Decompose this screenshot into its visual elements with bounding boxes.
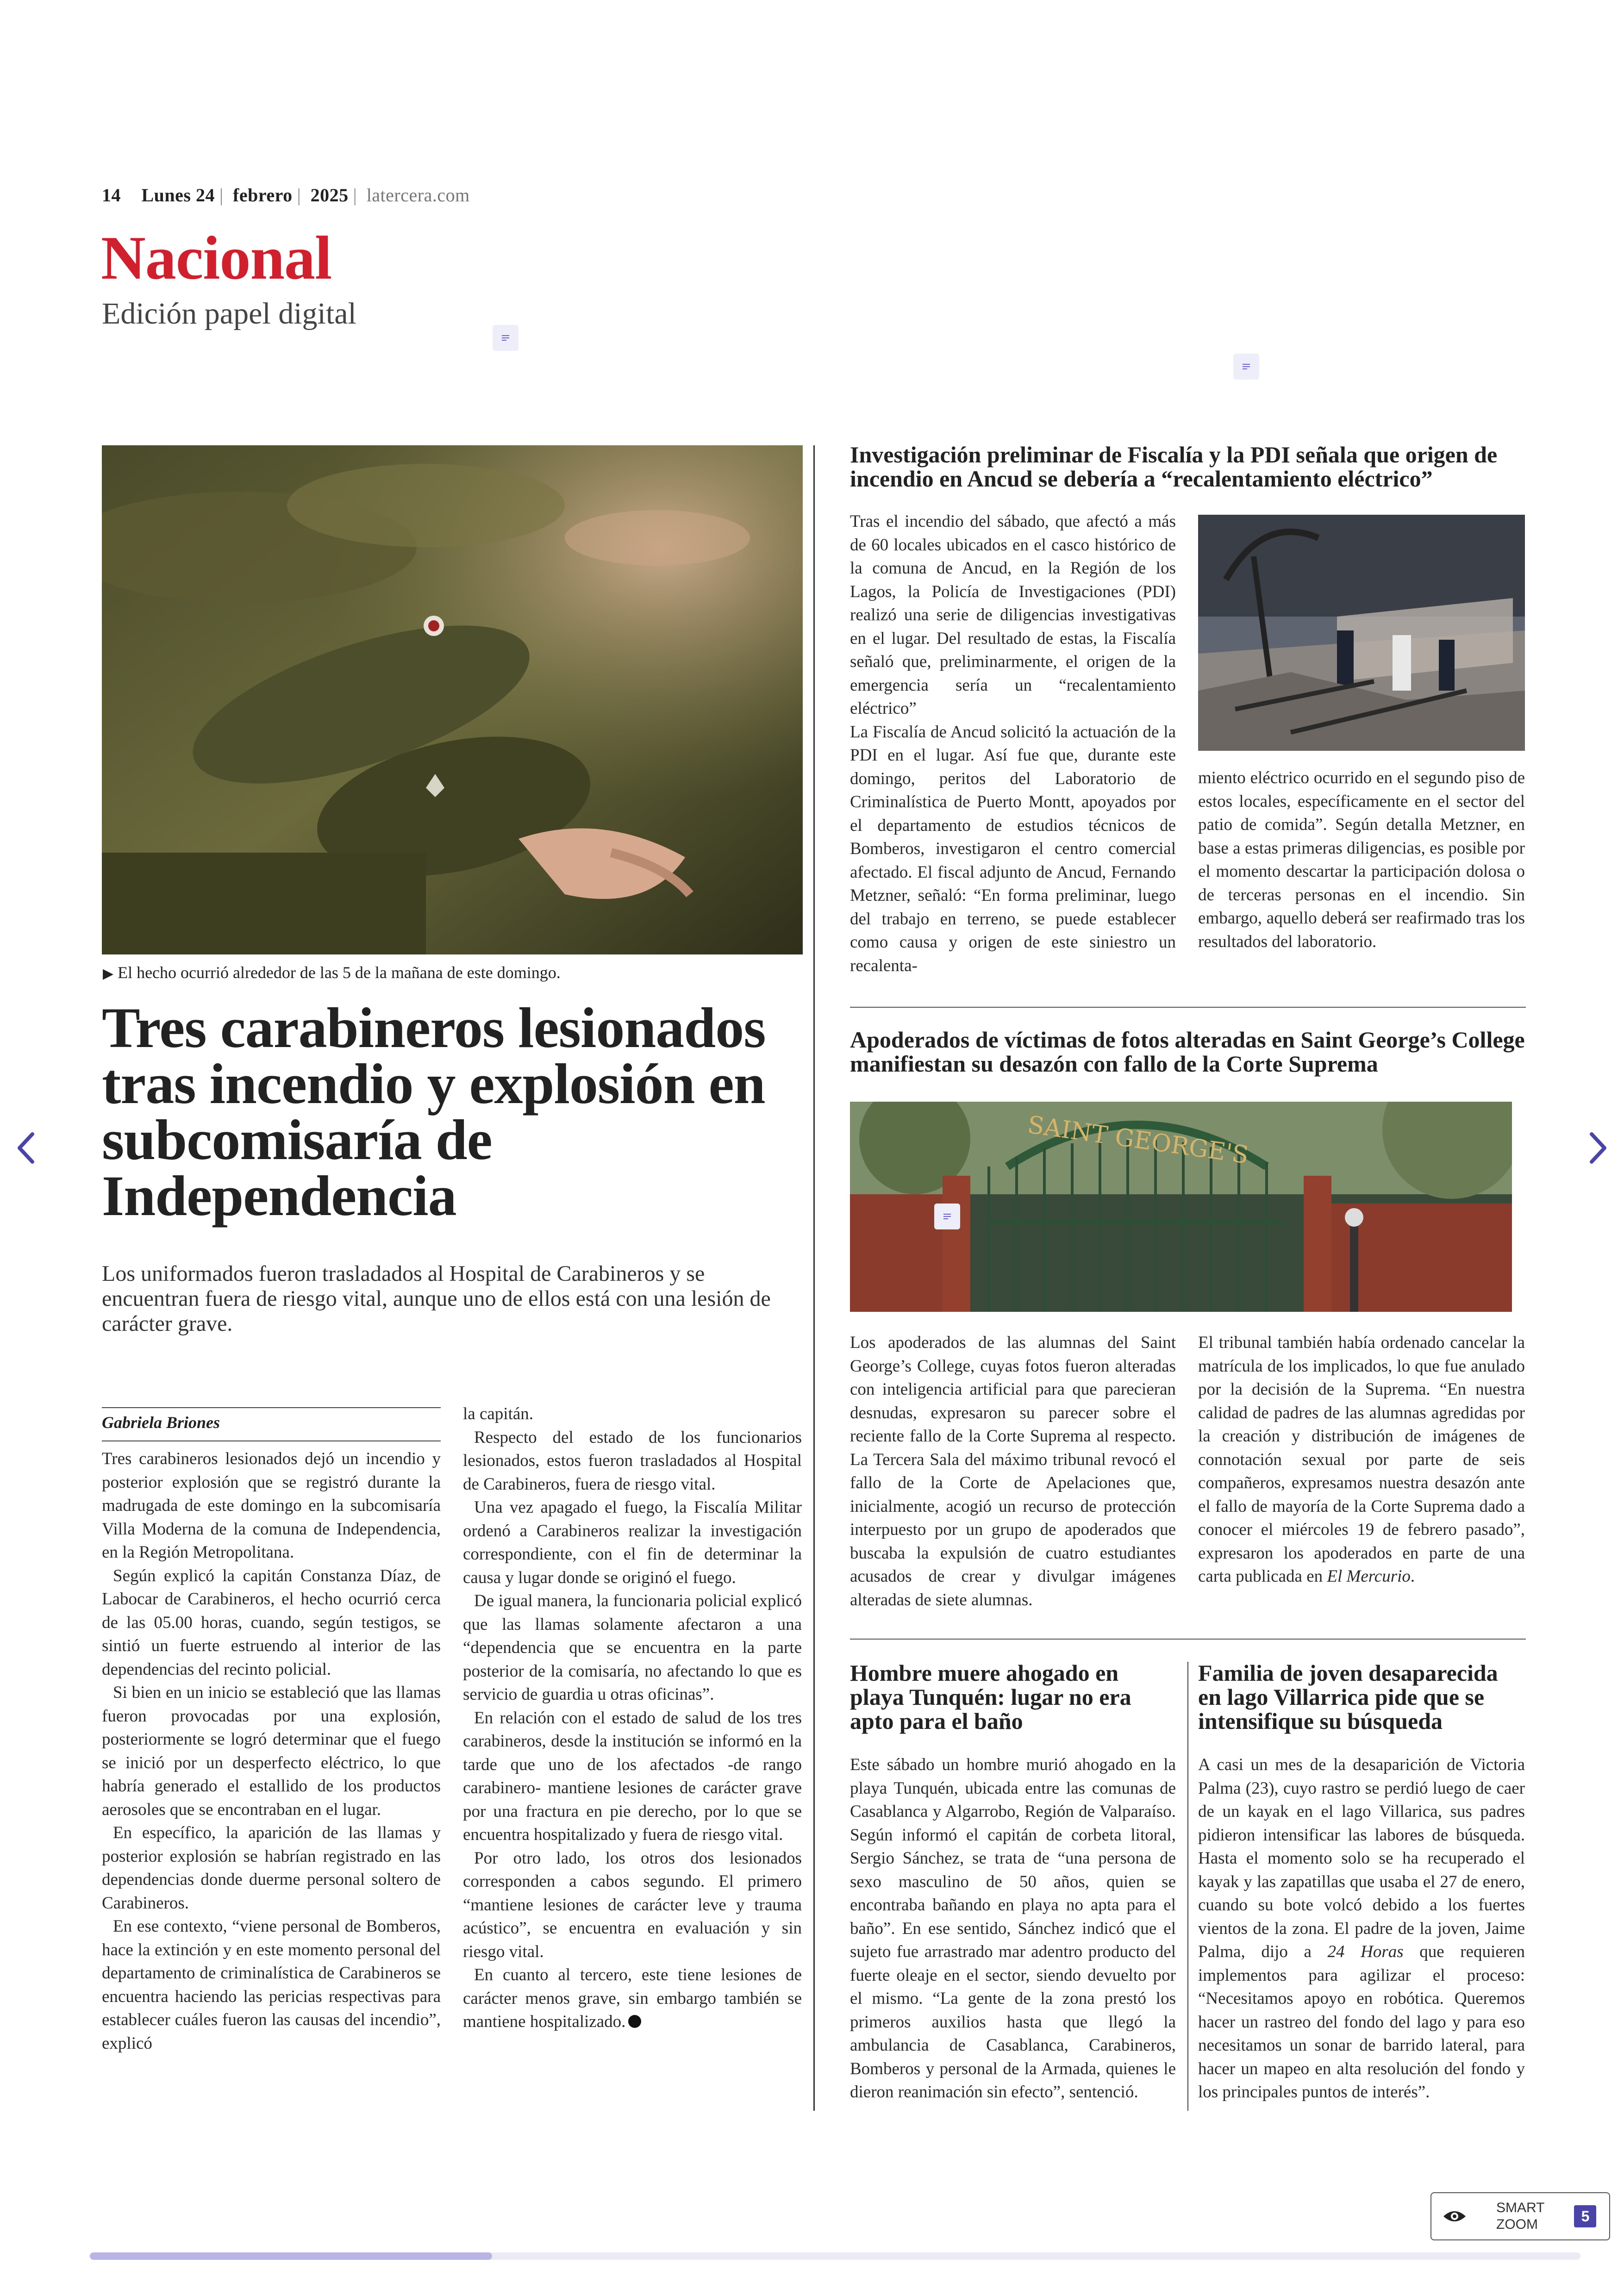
- main-headline: Tres carabineros lesionados tras incendio y explosión en subcomisaría de Independencia: [102, 996, 766, 1228]
- site-link[interactable]: latercera.com: [366, 185, 470, 206]
- ancud-col1: Tras el incendio del sábado, que afectó a más de 60 locales ubicados en el casco histórico de la comuna de Ancud, en la Región de los Lagos, la Policía de Investigaciones (PDI) realizó una serie de diligencias investigativas en el lugar. Del resultado de estas, la Fiscalía señaló que, preliminarmente, el origen de la emergencia sería un “recalentamiento eléctrico” La Fiscalía de Ancud solicitó la actuación de la PDI en el lugar. Así fue que, durante este domingo, peritos del Laboratorio de Criminalística de Puerto Montt, apoyados por el departamento de estudios técnicos de Bomberos, investigaron el centro comercial afectado. El fiscal adjunto de Ancud, Fernando Metzner, señaló: “En forma preliminar, luego del trabajo en terreno, se puede establecer como causa y origen de este siniestro un recalenta-: [850, 512, 1176, 975]
- tunquen-body: Este sábado un hombre murió ahogado en la playa Tunquén, ubicada entre las comunas de Casablanca y Algarrobo, Región de Valparaíso. Según informó el capitán de corbeta litoral, Sergio Sánchez, se trata de “una persona de sexo masculino de 50 años, quien se encontraba bañando en playa no apta para el baño”. En ese sentido, Sánchez indicó que el sujeto fue arrastrado mar adentro producto del fuerte oleaje en el sector, siendo devuelto por el mismo. “La gente de la zona prestó los primeros auxilios hasta que llegó la ambulancia de Casablanca, Carabineros, Bomberos y personal de la Armada, quienes le dieron reanimación sin efecto”, sentenció.: [850, 1755, 1176, 2102]
- saint-george-headline: Apoderados de víctimas de fotos alteradas en Saint George’s College manifiestan su desazón con fallo de la Corte Suprema: [850, 1027, 1525, 1077]
- reading-progress-fill: [90, 2252, 492, 2260]
- main-article-col2: la capitán. Respecto del estado de los funcionarios lesionados, estos fueron trasladados al Hospital de Carabineros, fuera de riesgo vital. Una vez apagado el fuego, la Fiscalía Militar ordenó a Carabineros realizar la investigación correspondiente, con el fin de determinar la causa y lugar donde se originó el fuego. De igual manera, la funcionaria policial explicó que las llamas solamente afectaron a una “dependencia que se encuentra en la parte posterior de la comisaría, no afectando lo que es servicio de guardia u otras oficinas”. En relación con el estado de salud de los tres carabineros, desde la institución se informó en la tarde que uno de los afectados -de rango carabinero- mantiene lesiones de carácter grave por una fractura en pie derecho, por lo que se encuentra hospitalizado y fuera de riesgo vital. Por otro lado, los otros dos lesionados corresponden a cabos segundo. El primero “mantiene lesiones de carácter leve y trauma acústico”, se encuentra en evaluación y sin riesgo vital. En cuanto al tercero, este tiene lesiones de carácter menos grave, sin embargo también se mantiene hospitalizado.: [463, 1404, 802, 2031]
- saint-george-col1: Los apoderados de las alumnas del Saint George’s College, cuyas fotos fueron alteradas con inteligencia artificial para que parecieran desnudas, expresaron su parecer sobre el reciente fallo de la Corte Suprema al respecto. La Tercera Sala del máximo tribunal revocó el fallo de la Corte de Apelaciones que, inicialmente, acogió un recurso de protección interpuesto por un grupo de apoderados que buscaba la expulsión de cuatro estudiantes acusados de crear y divulgar imágenes alteradas de siete alumnas.: [850, 1333, 1176, 1609]
- small-column-divider: [1187, 1662, 1188, 2111]
- next-page-button[interactable]: [1574, 1125, 1620, 1171]
- end-mark: [628, 2015, 641, 2028]
- page-meta: 14 Lunes 24 | febrero | 2025 | latercera.com: [102, 185, 470, 206]
- section-subtitle: Edición papel digital: [102, 297, 356, 331]
- date-day: Lunes 24: [141, 185, 215, 206]
- saint-george-col2: El tribunal también había ordenado cancelar la matrícula de los implicados, lo que fue anulado por la decisión de la Suprema. “En nuestra calidad de padres de las alumnas agredidas por la creación y distribución de imágenes de connotación sexual por parte de seis compañeros, expresamos nuestra desazón ante el fallo de mayoría de la Corte Suprema dado a conocer el miércoles 19 de febrero pasado”, expresaron los apoderados en parte de una carta publicada en El Mercurio.: [1198, 1333, 1525, 1586]
- chevron-right-icon: [1583, 1129, 1611, 1166]
- page-number: 14: [102, 185, 121, 206]
- ancud-photo: [1198, 515, 1525, 751]
- byline: Gabriela Briones: [102, 1413, 220, 1432]
- chevron-left-icon: [13, 1129, 41, 1166]
- page-badge: 5: [1574, 2205, 1596, 2227]
- villarrica-headline: Familia de joven desaparecida en lago Villarrica pide que se intensifique su búsqueda: [1198, 1660, 1498, 1734]
- villarrica-body: A casi un mes de la desaparición de Victoria Palma (23), cuyo rastro se perdió luego de caer de un kayak en el lago Villarica, sus padres pidieron intensificar las labores de búsqueda. Hasta el momento solo se ha recuperado el kayak y las zapatillas que usaba el 27 de enero, cuando su bote volcó debido a los fuertes vientos de la zona. El padre de la joven, Jaime Palma, dijo a 24 Horas que requieren implementos para agilizar el proceso: “Necesitamos apoyo en robótica. Queremos hacer un rastreo del fondo del lago y para eso necesitamos un sonar de barrido lateral, para hacer un mapeo en alta resolución del fondo y los principales puntos de interés”.: [1198, 1755, 1525, 2102]
- main-deck: Los uniformados fueron trasladados al Hospital de Carabineros y se encuentran fuera de riesgo vital, aunque uno de ellos está con una lesión de carácter grave.: [102, 1261, 771, 1336]
- note-icon[interactable]: [1233, 354, 1259, 380]
- ancud-col2: miento eléctrico ocurrido en el segundo piso de estos locales, específicamente en el sector del patio de comida”. Según detalla Metzner, en base a estas primeras diligencias, es posible por el momento descartar la participación dolosa o de terceras personas en el incendio. Sin embargo, aquello deberá ser reafirmado tras los resultados del laboratorio.: [1198, 768, 1525, 951]
- main-article-col1: Tres carabineros lesionados dejó un incendio y posterior explosión que se registró durante la madrugada de este domingo en la subcomisaría Villa Moderna de la comuna de Independencia, en la Región Metropolitana. Según explicó la capitán Constanza Díaz, de Labocar de Carabineros, el hecho ocurrió cerca de las 05.00 horas, cuando, según testigos, se sintió un fuerte estruendo al interior de las dependencias del recinto policial. Si bien en un inicio se estableció que las llamas fueron provocadas por una explosión, posteriormente se logró determinar que el fuego se inició por un desperfecto eléctrico, lo que habría generado el estallido de los productos aerosoles que se encontraban en el lugar. En específico, la aparición de las llamas y posterior explosión se habrían registrado en las dependencias donde duerme personal soltero de Carabineros. En ese contexto, “viene personal de Bomberos, hace la extinción y en este momento personal del departamento de criminalística de Carabineros se encuentra haciendo las pericias respectivas para establecer cuáles fueron las causas del incendio”, explicó: [102, 1449, 441, 2053]
- section-title: Nacional: [101, 224, 332, 292]
- ancud-headline: Investigación preliminar de Fiscalía y la PDI señala que origen de incendio en Ancud se debería a “recalentamiento eléctrico”: [850, 442, 1498, 492]
- gate-sign-text: SAINT GEORGE'S: [1025, 1110, 1250, 1170]
- tunquen-headline: Hombre muere ahogado en playa Tunquén: lugar no era apto para el baño: [850, 1660, 1131, 1734]
- note-icon[interactable]: [934, 1204, 960, 1229]
- photo-caption: ▶ El hecho ocurrió alrededor de las 5 de la mañana de este domingo.: [103, 963, 561, 982]
- smart-zoom-label-2: ZOOM: [1496, 2217, 1538, 2232]
- smart-zoom-label-1: SMART: [1496, 2200, 1545, 2215]
- reading-progress-bar[interactable]: [90, 2252, 1580, 2260]
- note-icon[interactable]: [493, 325, 518, 351]
- main-photo: [102, 445, 803, 954]
- date-month: febrero: [233, 185, 293, 206]
- prev-page-button[interactable]: [4, 1125, 50, 1171]
- column-divider: [813, 445, 815, 2111]
- smart-zoom-button[interactable]: [1430, 2192, 1610, 2240]
- eye-icon: [1441, 2207, 1468, 2226]
- date-year: 2025: [310, 185, 349, 206]
